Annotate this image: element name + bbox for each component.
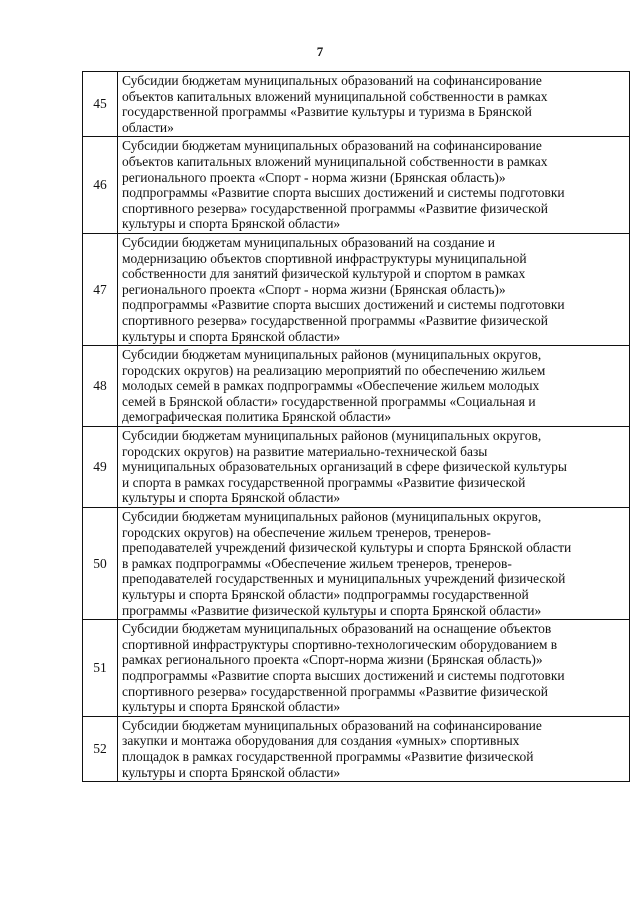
row-number: 46: [83, 137, 118, 234]
subsidies-table: [82, 71, 630, 782]
row-description: Субсидии бюджетам муниципальных образований на создание и модернизацию объектов спортивной инфраструктуры муниципальной собственности для занятий физической культурой и спортом в рамках регионального проекта «Спорт - норма жизни (Брянская область)» подпрограммы «Развитие спорта высших достижений и системы подготовки спортивного резерва» государственной программы «Развитие физической культуры и спорта Брянской области»: [118, 233, 630, 345]
row-number: 49: [83, 427, 118, 508]
table-row: [83, 427, 630, 508]
row-number: 48: [83, 346, 118, 427]
table-row: [83, 508, 630, 620]
table-row: [83, 137, 630, 234]
row-number: 51: [83, 620, 118, 717]
table-row: [83, 233, 630, 345]
row-number: 50: [83, 508, 118, 620]
row-description: Субсидии бюджетам муниципальных районов (муниципальных округов, городских округов) на обеспечение жильем тренеров, тренеров- преподавателей учреждений физической культуры и спорта Брянской области в рамках подпрограммы «Обеспечение жильем тренеров, тренеров- преподавателей государственных и муниципальных учреждений физической культуры и спорта Брянской области» подпрограммы государственной программы «Развитие физической культуры и спорта Брянской области»: [118, 508, 630, 620]
table-row: [83, 620, 630, 717]
row-description: Субсидии бюджетам муниципальных районов (муниципальных округов, городских округов) на реализацию мероприятий по обеспечению жильем молодых семей в рамках подпрограммы «Обеспечение жильем молодых семей в Брянской области» государственной программы «Социальная и демографическая политика Брянской области»: [118, 346, 630, 427]
row-number: 47: [83, 233, 118, 345]
row-description: Субсидии бюджетам муниципальных образований на софинансирование объектов капитальных вложений муниципальной собственности в рамках государственной программы «Развитие культуры и туризма в Брянской области»: [118, 72, 630, 137]
row-description: Субсидии бюджетам муниципальных районов (муниципальных округов, городских округов) на развитие материально-технической базы муниципальных образовательных организаций в сфере физической культуры и спорта в рамках государственной программы «Развитие физической культуры и спорта Брянской области»: [118, 427, 630, 508]
table-row: [83, 716, 630, 781]
table-row: [83, 72, 630, 137]
row-description: Субсидии бюджетам муниципальных образований на софинансирование закупки и монтажа оборудования для создания «умных» спортивных площадок в рамках государственной программы «Развитие физической культуры и спорта Брянской области»: [118, 716, 630, 781]
row-number: 45: [83, 72, 118, 137]
table-row: [83, 346, 630, 427]
row-number: 52: [83, 716, 118, 781]
page-number: 7: [316, 44, 324, 59]
row-description: Субсидии бюджетам муниципальных образований на софинансирование объектов капитальных вложений муниципальной собственности в рамках регионального проекта «Спорт - норма жизни (Брянская область)» подпрограммы «Развитие спорта высших достижений и системы подготовки спортивного резерва» государственной программы «Развитие физической культуры и спорта Брянской области»: [118, 137, 630, 234]
row-description: Субсидии бюджетам муниципальных образований на оснащение объектов спортивной инфраструктуры спортивно-технологическим оборудованием в рамках регионального проекта «Спорт-норма жизни (Брянская область)» подпрограммы «Развитие спорта высших достижений и системы подготовки спортивного резерва» государственной программы «Развитие физической культуры и спорта Брянской области»: [118, 620, 630, 717]
